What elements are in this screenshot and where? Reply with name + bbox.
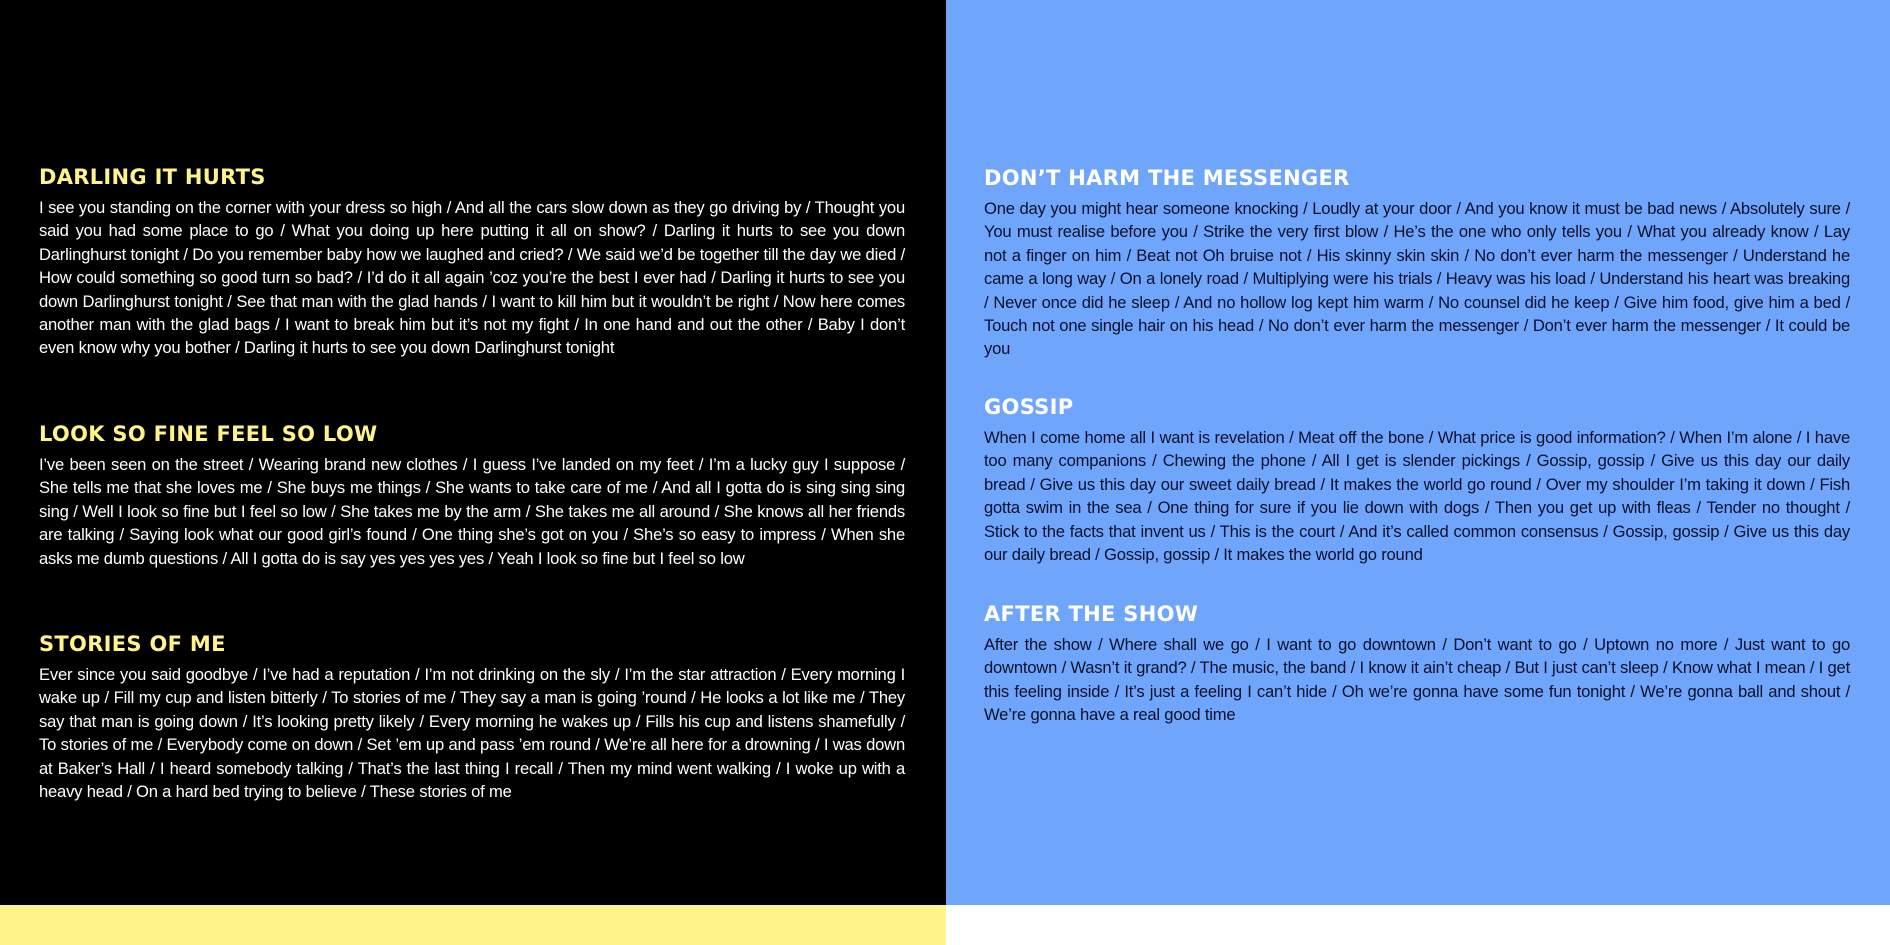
song-title: LOOK SO FINE FEEL SO LOW	[39, 422, 378, 446]
song-lyrics: I’ve been seen on the street / Wearing brand new clothes / I guess I’ve landed on my feet / I’m a lucky guy I suppose / She tells me that she loves me / She buys me things / She wants to take care of me / And all I gotta do is sing sing sing sing / Well I look so fine but I feel so low / She takes me by the arm / She takes me all around / She knows all her friends are talking / Saying look what our good girl’s found / One thing she’s got on you / She’s so easy to impress / When she asks me dumb questions / All I gotta do is say yes yes yes yes / Yeah I look so fine but I feel so low	[39, 455, 905, 568]
song-title: DARLING IT HURTS	[39, 165, 266, 189]
bottom-yellow-strip	[0, 905, 946, 945]
right-page	[946, 0, 1890, 905]
song-dont-harm-the-messenger	[984, 165, 1850, 361]
song-lyrics: Ever since you said goodbye / I’ve had a reputation / I’m not drinking on the sly / I’m the star attraction / Every morning I wake up / Fill my cup and listen bitterly / To stories of me / They say a man is going ’round / He looks a lot like me / They say that man is going down / It’s looking pretty likely / Every morning he wakes up / Fills his cup and listens shamefully / To stories of me / Everybody come on down / Set ’em up and pass ’em round / We’re all here for a drowning / I was down at Baker’s Hall / I heard somebody talking / That’s the last thing I recall / Then my mind went walking / I woke up with a heavy head / On a hard bed trying to believe / These stories of me	[39, 665, 905, 802]
bottom-white-strip	[946, 905, 1890, 945]
song-look-so-fine-feel-so-low	[39, 421, 905, 570]
song-darling-it-hurts	[39, 164, 905, 360]
song-lyrics: I see you standing on the corner with your dress so high / And all the cars slow down as they go driving by / Thought you said you had some place to go / What you doing up here putting it all on show? / Darling it hurts to see you down Darlinghurst tonight / Do you remember baby how we laughed and cried? / We said we’d be together till the day we died / How could something so good turn so bad? / I’d do it all again ’coz you’re the best I ever had / Darling it hurts to see you down Darlinghurst tonight / See that man with the glad hands / I want to kill him but it wouldn’t be right / Now here comes another man with the glad bags / I want to break him but it’s not my fight / In one hand and out the other / Baby I don’t even know why you bother / Darling it hurts to see you down Darlinghurst tonight	[39, 198, 905, 358]
song-title: AFTER THE SHOW	[984, 602, 1199, 626]
song-after-the-show	[984, 601, 1850, 727]
song-lyrics: After the show / Where shall we go / I want to go downtown / Don’t want to go / Uptown no more / Just want to go downtown / Wasn’t it grand? / The music, the band / I know it ain’t cheap / But I just can’t sleep / Know what I mean / I get this feeling inside / It’s just a feeling I can’t hide / Oh we’re gonna have some fun tonight / We’re gonna ball and shout / We’re gonna have a real good time	[984, 635, 1850, 725]
song-title: STORIES OF ME	[39, 632, 226, 656]
song-gossip	[984, 394, 1850, 566]
song-title: GOSSIP	[984, 395, 1074, 419]
song-title: DON’T HARM THE MESSENGER	[984, 166, 1350, 190]
left-page	[0, 0, 946, 905]
song-lyrics: When I come home all I want is revelation / Meat off the bone / What price is good information? / When I’m alone / I have too many companions / Chewing the phone / All I get is slender pickings / Gossip, gossip / Give us this day our daily bread / Give us this day our sweet daily bread / It makes the world go round / Over my shoulder I’m taking it down / Fish gotta swim in the sea / One thing for sure if you lie down with dogs / Then you get up with fleas / Tender no thought / Stick to the facts that invent us / This is the court / And it’s called common consensus / Gossip, gossip / Give us this day our daily bread / Gossip, gossip / It makes the world go round	[984, 428, 1850, 565]
song-lyrics: One day you might hear someone knocking / Loudly at your door / And you know it must be bad news / Absolutely sure / You must realise before you / Strike the very first blow / He’s the one who only tells you / What you already know / Lay not a finger on him / Beat not Oh bruise not / His skinny skin skin / No don’t ever harm the messenger / Understand he came a long way / On a lonely road / Multiplying were his trials / Heavy was his load / Understand his heart was breaking / Never once did he sleep / And no hollow log kept him warm / No counsel did he keep / Give him food, give him a bed / Touch not one single hair on his head / No don’t ever harm the messenger / Don’t ever harm the messenger / It could be you	[984, 199, 1850, 359]
song-stories-of-me	[39, 631, 905, 803]
